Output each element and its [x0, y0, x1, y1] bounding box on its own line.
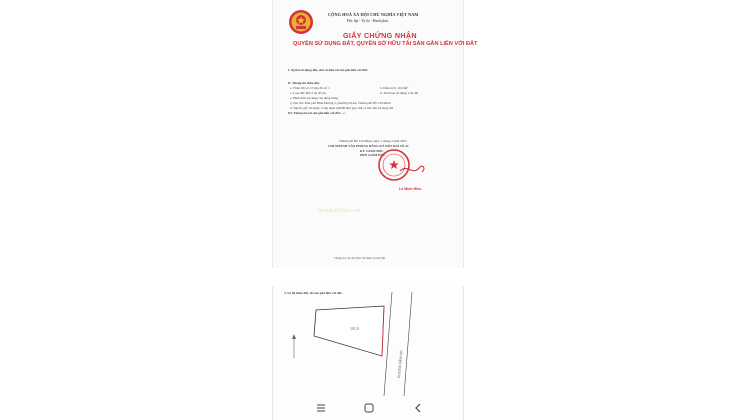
certificate-subtitle: QUYỀN SỬ DỤNG ĐẤT, QUYỀN SỞ HỮU TÀI SẢN GẮN LIỀN VỚI ĐẤT: [293, 41, 478, 47]
section-2-heading: II. Thông tin thửa đất:: [288, 81, 320, 85]
north-arrow-icon: [292, 334, 296, 339]
footer-note: Thông tin chi tiết được thể hiện tại mã QR: [334, 256, 385, 260]
menu-lines-icon[interactable]: [314, 402, 328, 414]
parcel-line: g. Địa chỉ: Khu phố Bình Đường 2, phường Dĩ An, Thành phố Hồ Chí Minh: [290, 101, 391, 105]
section-1-heading: I. Người sử dụng đất, chủ sở hữu tài sản gắn liền với đất:: [288, 68, 369, 72]
official-stamp-icon: [376, 141, 428, 189]
parcel-line: d. Thời hạn sử dụng: Lâu dài: [380, 91, 419, 95]
parcel-line: c. Loại đất: Đất ở tại đô thị: [290, 91, 326, 95]
home-icon[interactable]: [362, 402, 376, 414]
parcel-line: b. Diện tích: 101,9m²: [380, 86, 409, 90]
national-emblem-icon: [288, 9, 314, 35]
parcel-outline: [314, 306, 384, 356]
street-edge-right: [404, 292, 412, 396]
date-line: Thành phố Hồ Chí Minh, ngày 1 tháng 2 năm 2025: [339, 139, 407, 143]
page-gap: [272, 268, 462, 286]
republic-heading: CỘNG HOÀ XÃ HỘI CHỦ NGHĨA VIỆT NAM: [328, 12, 419, 17]
page-2-heading: 4. Sơ đồ thửa đất, tài sản gắn liền với đất:: [284, 291, 343, 295]
parcel-line: h. Nguồn gốc sử dụng: Công nhận QSDĐ như giao đất có thu tiền sử dụng đất: [290, 106, 394, 110]
parcel-area-label: 101,9: [350, 326, 359, 331]
office-name: CHI NHÁNH VĂN PHÒNG ĐĂNG KÝ ĐẤT ĐAI SỐ 24: [328, 144, 409, 148]
watermark: nhadatdian.vn: [318, 208, 361, 214]
parcel-line: e. Hình thức sử dụng: Sử dụng riêng: [290, 96, 339, 100]
section-3-heading: III. Thông tin tài sản gắn liền với đất: –/–: [288, 111, 347, 115]
back-icon[interactable]: [412, 402, 426, 414]
deputy-label: PHÓ GIÁM ĐỐC: [360, 153, 386, 157]
street-edge-left: [384, 292, 392, 396]
signer-name: Lê Minh Hiếu: [399, 187, 422, 191]
parcel-line: a. Thửa đất số: tờ bản đồ số: 1: [290, 86, 330, 90]
parcel-plan: [274, 288, 460, 398]
motto: Độc lập - Tự do - Hạnh phúc: [347, 19, 389, 23]
certificate-title: GIẤY CHỨNG NHẬN: [343, 31, 417, 40]
street-label: ĐƯỜNG BÌNH AN: [397, 349, 404, 379]
kt-label: KT. GIÁM ĐỐC: [360, 149, 384, 153]
